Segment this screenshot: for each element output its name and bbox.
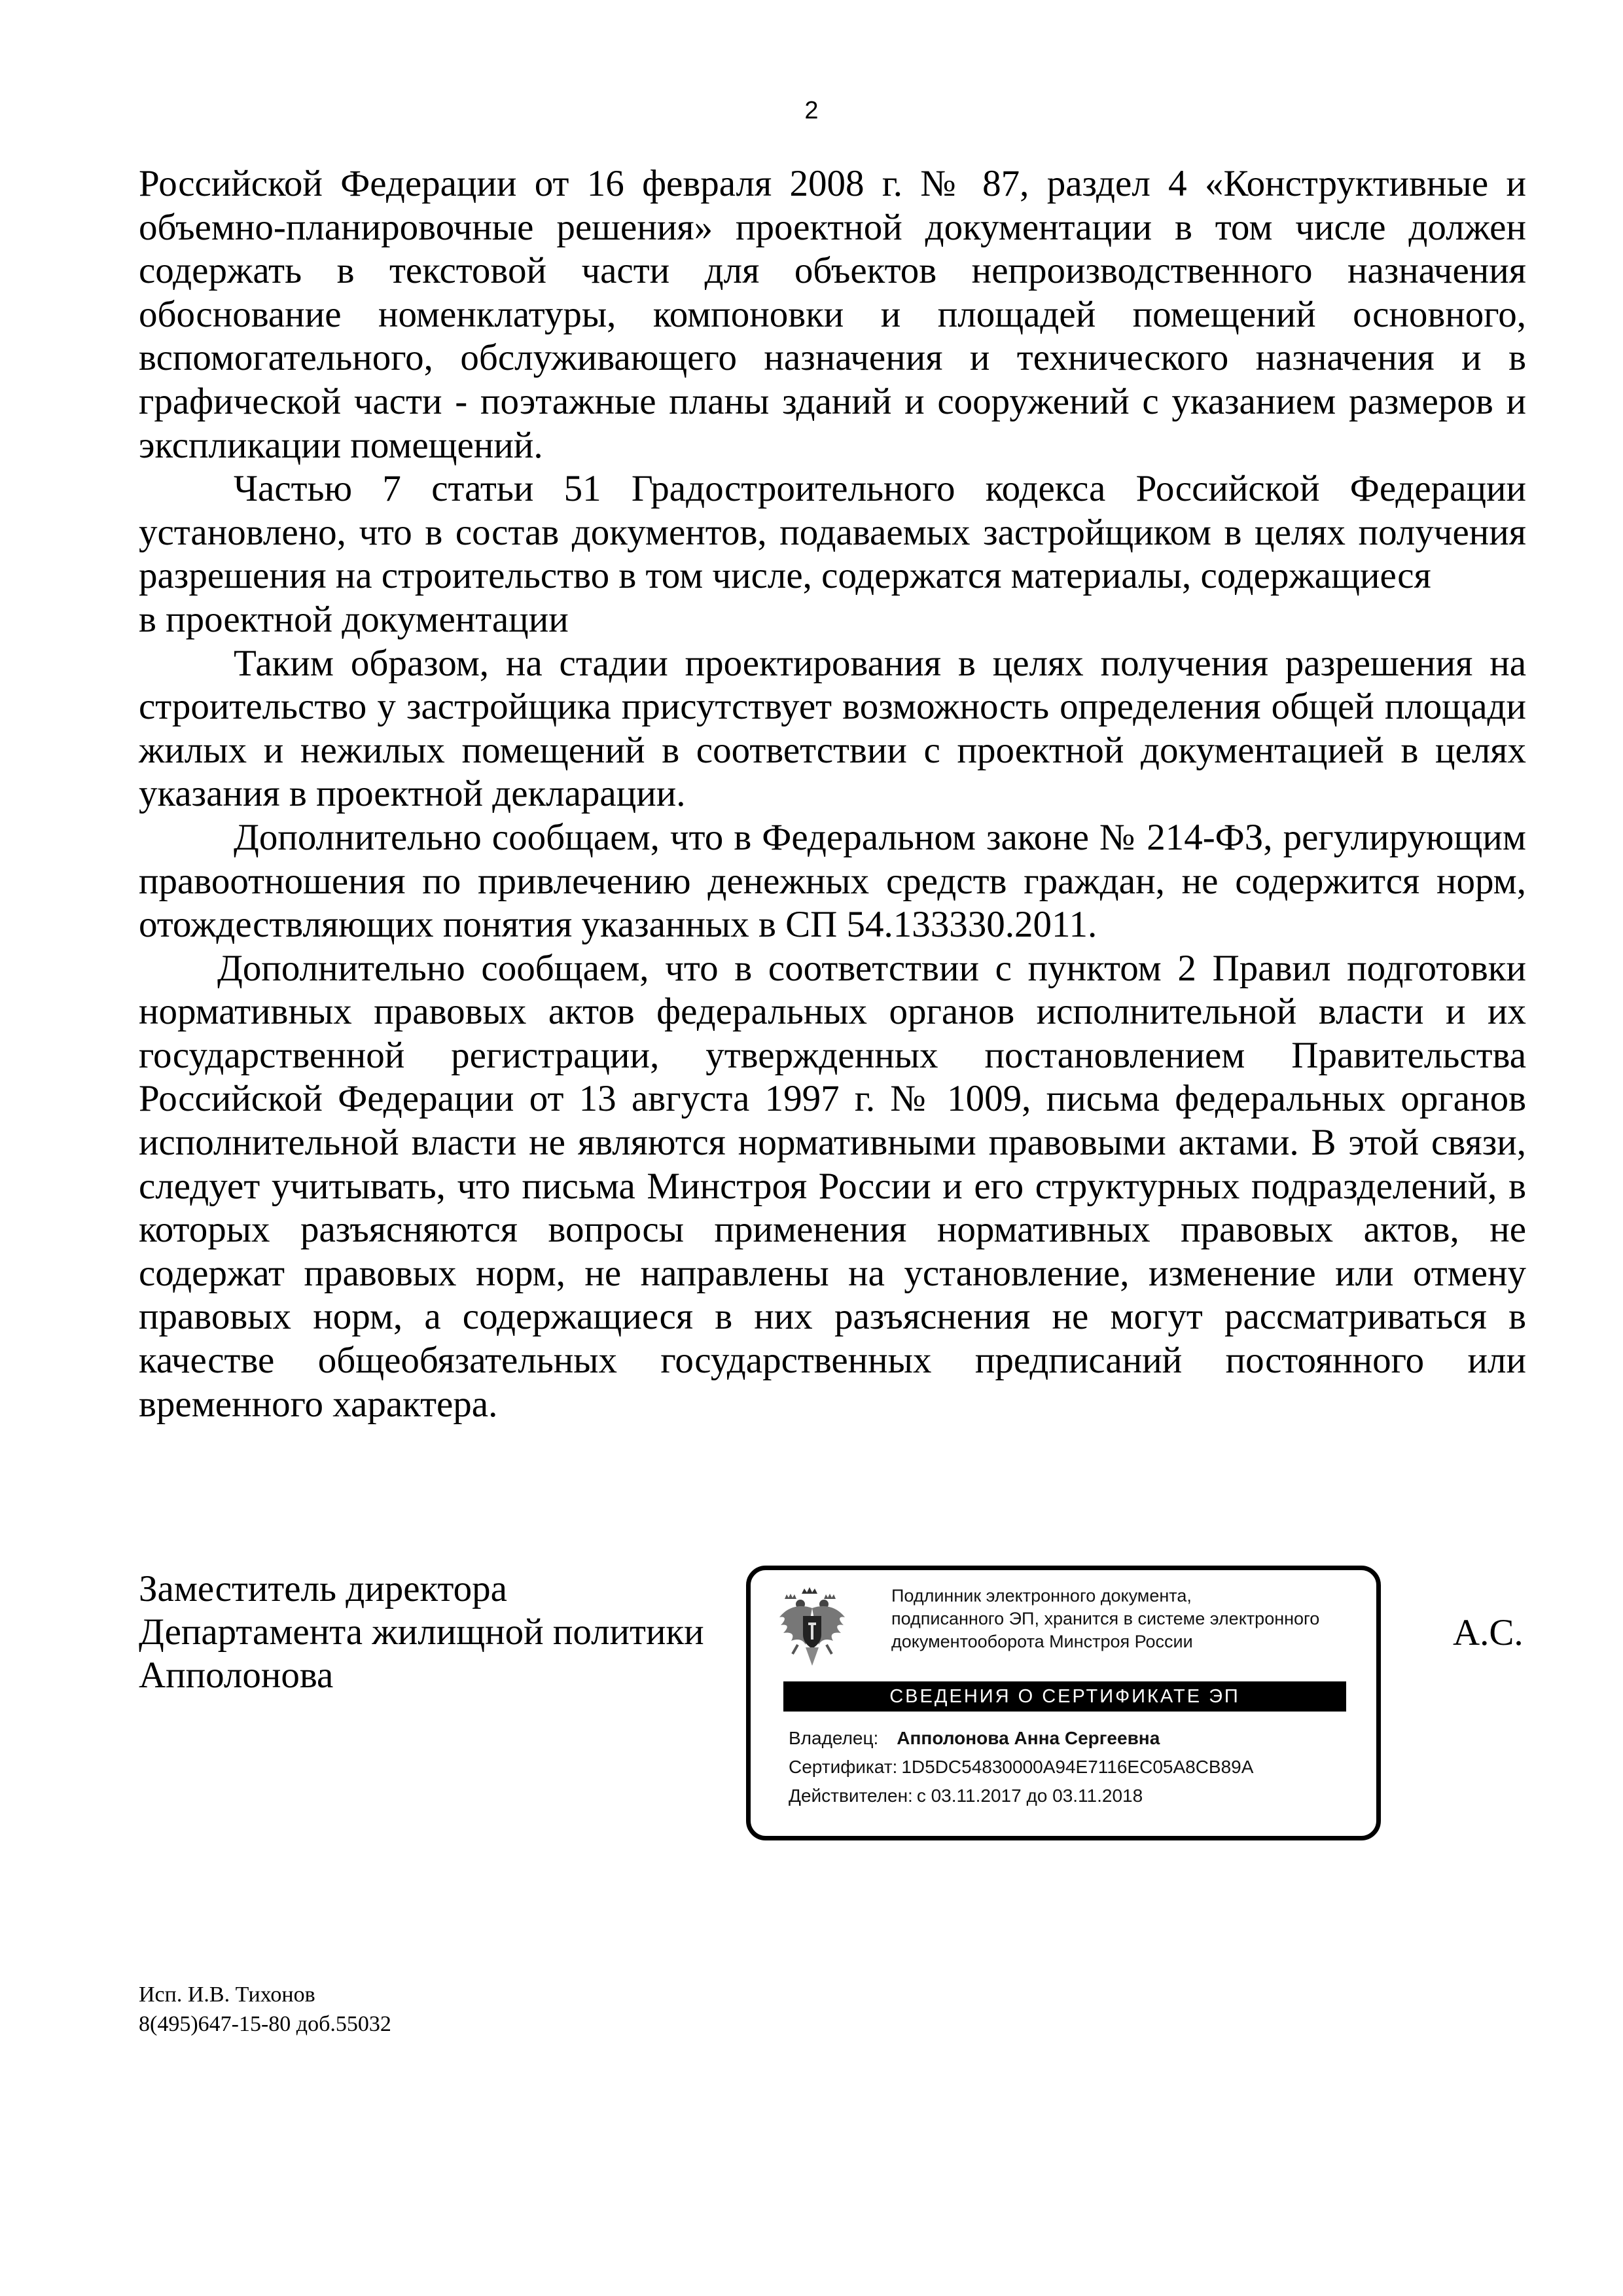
signer-position-line1: Заместитель директора — [139, 1568, 507, 1609]
certificate-details — [789, 1724, 1364, 1810]
cert-validity-label: Действителен: — [789, 1785, 913, 1806]
cert-number-value: 1D5DC54830000A94E7116EC05A8CB89A — [901, 1757, 1254, 1777]
paragraph-3: Таким образом, на стадии проектирования в целях получения разрешения на строительство у застройщика присутствует возможность определения общей площади жилых и нежилых помещений в соответствии с проектной документацией в целях указания в проектной декларации. — [139, 642, 1526, 815]
russian-coat-of-arms-icon — [776, 1585, 849, 1670]
stamp-header-line1: Подлинник электронного документа, — [891, 1586, 1192, 1605]
cert-validity-value: с 03.11.2017 до 03.11.2018 — [916, 1785, 1143, 1806]
stamp-header — [891, 1585, 1369, 1653]
executor-footer — [139, 1980, 391, 2039]
signer-position-line2: Департамента жилищной политики — [139, 1611, 704, 1653]
paragraph-1: Российской Федерации от 16 февраля 2008 г. № 87, раздел 4 «Конструктивные и объемно-планировочные решения» проектной документации в том числе должен содержать в текстовой части для объектов непроизводственного назначения обоснование номенклатуры, компоновки и площадей помещений основного, вспомогательного, обслуживающего назначения и технического назначения и в графической части - поэтажные планы зданий и сооружений с указанием размеров и экспликации помещений. — [139, 163, 1526, 466]
signer-block — [139, 1568, 741, 1697]
executor-name: Исп. И.В. Тихонов — [139, 1982, 315, 2007]
paragraph-2-continuation: в проектной документации — [139, 598, 569, 640]
cert-owner-row — [789, 1724, 1364, 1753]
stamp-header-line3: документооборота Минстроя России — [891, 1632, 1193, 1651]
cert-owner-label: Владелец: — [789, 1728, 879, 1748]
cert-number-row — [789, 1753, 1364, 1782]
paragraph-5: Дополнительно сообщаем, что в соответствии с пунктом 2 Правил подготовки нормативных правовых актов федеральных органов исполнительной власти и их государственной регистрации, утвержденных постановлением Правительства Российской Федерации от 13 августа 1997 г. № 1009, письма федеральных органов исполнительной власти не являются нормативными правовыми актами. В этой связи, следует учитывать, что письма Минстроя России и его структурных подразделений, в которых разъясняются вопросы применения нормативных правовых актов, не содержат правовых норм, не направлены на установление, изменение или отмену правовых норм, а содержащиеся в них разъяснения не могут рассматриваться в качестве общеобязательных государственных предписаний постоянного или временного характера. — [139, 947, 1526, 1425]
paragraph-4: Дополнительно сообщаем, что в Федеральном законе № 214-ФЗ, регулирующим правоотношения по привлечению денежных средств граждан, не содержится норм, отождествляющих понятия указанных в СП 54.133330.2011. — [139, 816, 1526, 946]
page-number: 2 — [804, 97, 819, 124]
stamp-header-line2: подписанного ЭП, хранится в системе электронного — [891, 1609, 1320, 1628]
cert-number-label: Сертификат: — [789, 1757, 898, 1777]
cert-validity-row — [789, 1782, 1364, 1810]
letter-body — [139, 162, 1526, 1426]
electronic-signature-stamp — [746, 1566, 1381, 1840]
signer-name: Апполонова — [139, 1655, 334, 1696]
paragraph-2: Частью 7 статьи 51 Градостроительного кодекса Российской Федерации установлено, что в состав документов, подаваемых застройщиком в целях получения разрешения на строительство в том числе, содержатся материалы, содержащиеся — [139, 468, 1526, 597]
cert-owner-value: Апполонова Анна Сергеевна — [897, 1728, 1160, 1748]
executor-phone: 8(495)647-15-80 доб.55032 — [139, 2012, 391, 2036]
signer-initials: А.С. — [1453, 1612, 1524, 1653]
certificate-info-bar: СВЕДЕНИЯ О СЕРТИФИКАТЕ ЭП — [783, 1681, 1346, 1712]
